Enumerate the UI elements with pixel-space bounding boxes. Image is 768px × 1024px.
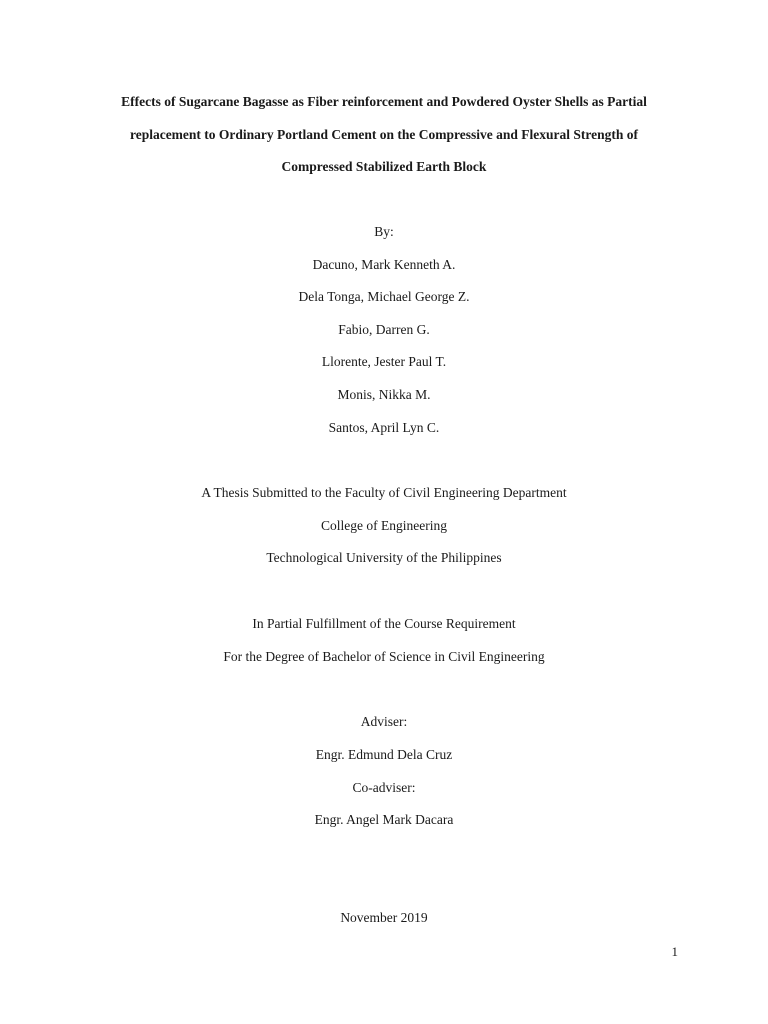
fulfillment-line-2: For the Degree of Bachelor of Science in Civil Engineering [223,649,545,664]
title-line-3: Compressed Stabilized Earth Block [281,159,487,174]
submission-line-3: Technological University of the Philippines [266,550,502,565]
author-6: Santos, April Lyn C. [328,420,440,435]
by-label: By: [374,224,394,239]
adviser-name: Engr. Edmund Dela Cruz [315,747,453,762]
author-4: Llorente, Jester Paul T. [321,354,447,369]
title-line-2: replacement to Ordinary Portland Cement on the Compressive and Flexural Strength of [129,127,639,142]
submission-line-1: A Thesis Submitted to the Faculty of Civil Engineering Department [201,485,567,500]
submission-line-2: College of Engineering [321,518,447,533]
submission-date: November 2019 [340,910,428,925]
coadviser-name: Engr. Angel Mark Dacara [314,812,454,827]
title-line-1: Effects of Sugarcane Bagasse as Fiber reinforcement and Powdered Oyster Shells as Partial [121,94,647,109]
author-1: Dacuno, Mark Kenneth A. [312,257,456,272]
fulfillment-line-1: In Partial Fulfillment of the Course Requirement [252,616,516,631]
adviser-label: Adviser: [360,714,408,729]
author-2: Dela Tonga, Michael George Z. [298,289,470,304]
page-number: 1 [671,944,678,959]
coadviser-label: Co-adviser: [352,780,416,795]
author-5: Monis, Nikka M. [337,387,431,402]
author-3: Fabio, Darren G. [338,322,430,337]
